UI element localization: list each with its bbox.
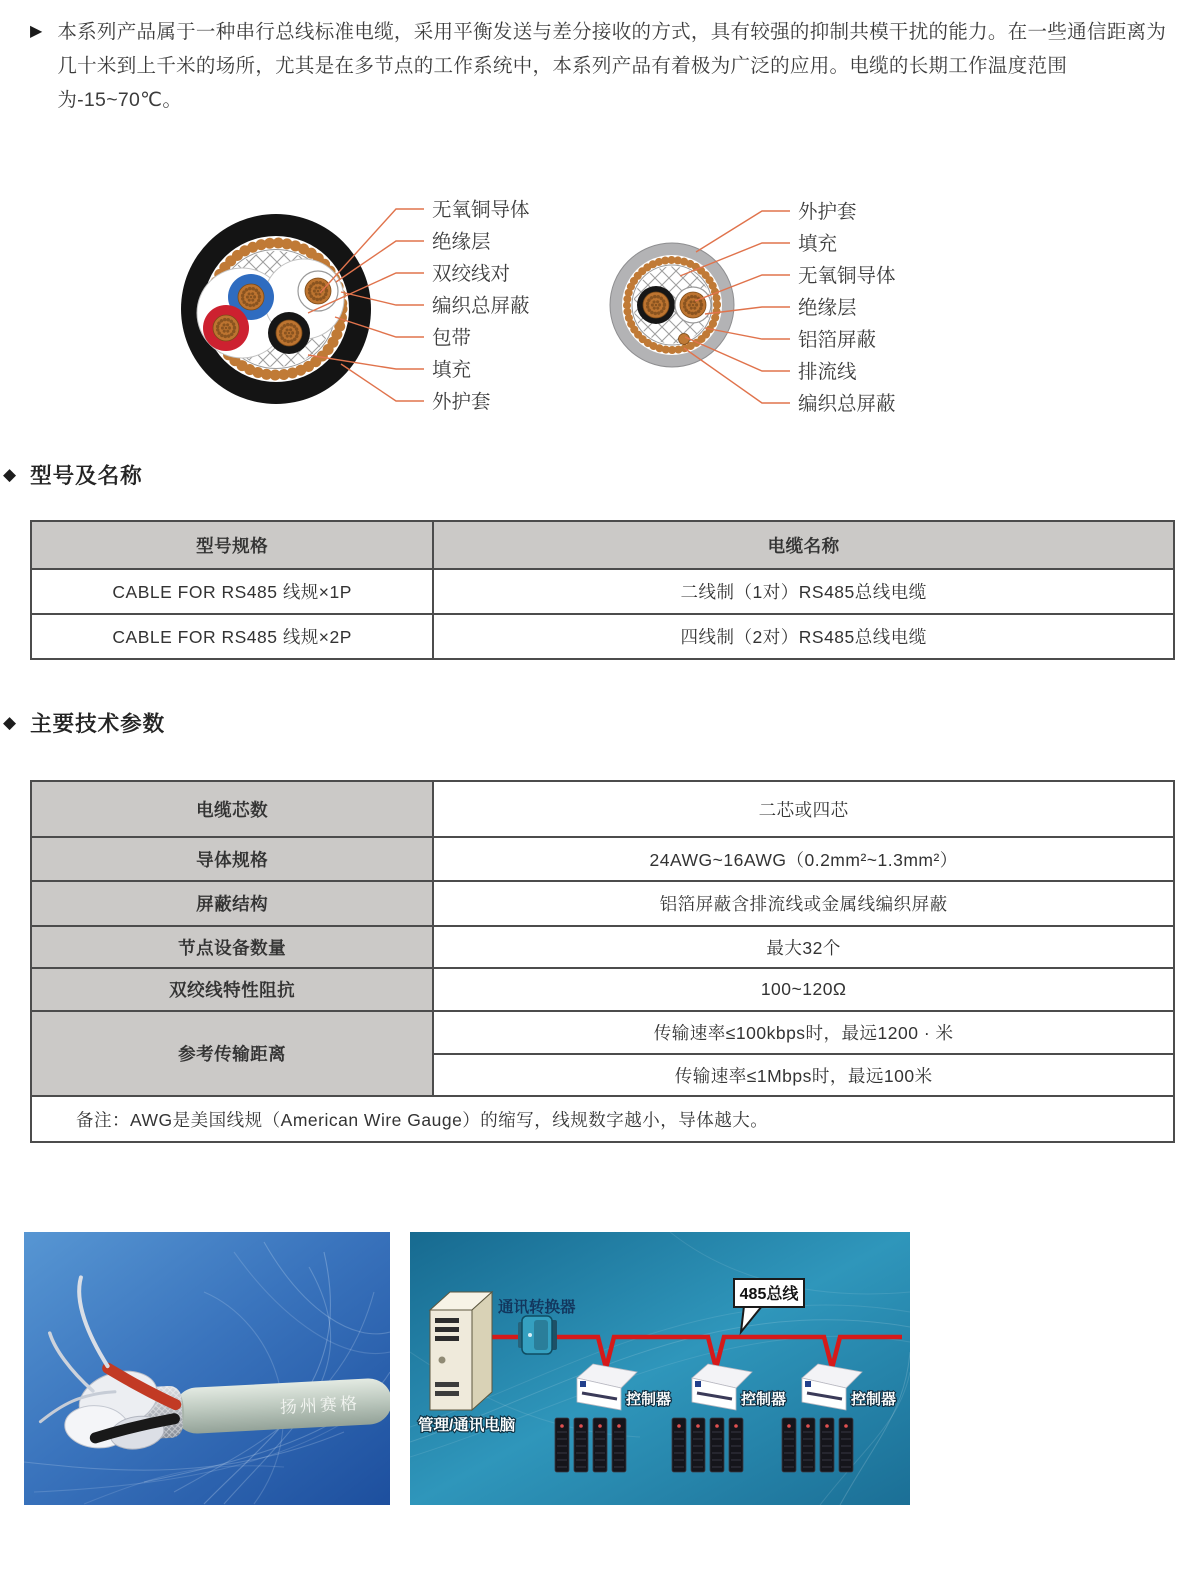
label-tape: 包带: [432, 327, 472, 349]
spec-value-cell: 二芯或四芯: [433, 781, 1174, 837]
spec-label-cell: 导体规格: [31, 837, 433, 881]
application-diagram: [410, 1232, 910, 1505]
intro-paragraph: [30, 15, 1175, 117]
spec-label-cell: 节点设备数量: [31, 926, 433, 968]
table-row: [31, 881, 1174, 926]
spec-label-cell: 双绞线特性阻抗: [31, 968, 433, 1011]
triangle-bullet-icon: ▶: [30, 23, 43, 40]
spec-value-cell: 铝箔屏蔽含排流线或金属线编织屏蔽: [433, 881, 1174, 926]
table-row: [31, 614, 1174, 659]
section-title-specs-text: 主要技术参数: [30, 712, 166, 736]
foil-cable-cross-section-diagram: [592, 187, 924, 435]
labels-right: [798, 201, 896, 415]
bus-label: 485总线: [739, 1286, 799, 1303]
labels-left: [432, 199, 530, 413]
model-table-header-spec: 型号规格: [31, 521, 433, 569]
label-conductor: 无氧铜导体: [432, 199, 530, 221]
intro-text: 本系列产品属于一种串行总线标准电缆，采用平衡发送与差分接收的方式，具有较强的抑制共模干扰的能力。在一些通信距离为几十米到上千米的场所，尤其是在多节点的工作系统中，本系列产品有着极为广泛的应用。电缆的长期工作温度范围为-15~70℃。: [57, 21, 1167, 111]
cable-cross-section-left: [181, 214, 371, 404]
diamond-icon: ◆: [3, 712, 18, 732]
cable-name-cell: 四线制（2对）RS485总线电缆: [433, 614, 1174, 659]
label-filler: 填充: [432, 359, 472, 381]
model-spec-cell: CABLE FOR RS485 线规×2P: [31, 614, 433, 659]
spec-value-cell: 传输速率≤100kbps时，最远1200 · 米: [433, 1011, 1174, 1054]
label-twisted-pair: 双绞线对: [432, 263, 511, 285]
label-insulation: 绝缘层: [432, 231, 491, 253]
controller-label: 控制器: [626, 1391, 672, 1408]
braided-cable-cross-section-diagram: [158, 185, 590, 433]
table-row: [31, 926, 1174, 968]
spec-table: [30, 780, 1175, 1143]
spec-value-cell: 24AWG~16AWG（0.2mm²~1.3mm²）: [433, 837, 1174, 881]
diamond-icon: ◆: [3, 464, 18, 484]
spec-note-cell: 备注：AWG是美国线规（American Wire Gauge）的缩写，线规数字越小，导体越大。: [31, 1096, 1174, 1142]
spec-label-cell: 电缆芯数: [31, 781, 433, 837]
converter-label: 通讯转换器: [498, 1299, 576, 1316]
section-title-models-text: 型号及名称: [30, 464, 143, 488]
label-foil-shield: 铝箔屏蔽: [798, 329, 877, 351]
controller-label: 控制器: [741, 1391, 787, 1408]
table-row: [31, 781, 1174, 837]
model-table: [30, 520, 1175, 660]
brand-text-on-cable: 扬州赛格: [279, 1393, 361, 1418]
spec-label-cell: 屏蔽结构: [31, 881, 433, 926]
spec-label-cell: 参考传输距离: [31, 1011, 433, 1096]
label-outer-sheath: 外护套: [798, 201, 857, 223]
model-spec-cell: CABLE FOR RS485 线规×1P: [31, 569, 433, 614]
computer-label: 管理/通讯电脑: [418, 1417, 516, 1434]
cable-name-cell: 二线制（1对）RS485总线电缆: [433, 569, 1174, 614]
label-drain-wire: 排流线: [798, 361, 857, 383]
table-row: [31, 837, 1174, 881]
photo-background: [24, 1232, 390, 1505]
label-filler: 填充: [798, 233, 838, 255]
table-row: [31, 569, 1174, 614]
table-row: [31, 968, 1174, 1011]
label-insulation: 绝缘层: [798, 297, 857, 319]
spec-value-cell: 传输速率≤1Mbps时，最远100米: [433, 1054, 1174, 1096]
section-title-models: [3, 459, 143, 490]
cable-product-photo: [24, 1232, 390, 1505]
label-braided-shield: 编织总屏蔽: [798, 393, 896, 415]
label-conductor: 无氧铜导体: [798, 265, 896, 287]
controller-label: 控制器: [851, 1391, 897, 1408]
spec-value-cell: 最大32个: [433, 926, 1174, 968]
model-table-header-name: 电缆名称: [433, 521, 1174, 569]
converter-device: [518, 1316, 557, 1354]
table-row: [31, 1011, 1174, 1054]
model-table-header-row: [31, 521, 1174, 569]
table-row: [31, 1096, 1174, 1142]
label-braided-shield: 编织总屏蔽: [432, 295, 530, 317]
label-outer-sheath: 外护套: [432, 391, 491, 413]
spec-value-cell: 100~120Ω: [433, 968, 1174, 1011]
section-title-specs: [3, 707, 165, 738]
management-computer: [430, 1292, 492, 1410]
cabinet-group: [555, 1418, 853, 1472]
